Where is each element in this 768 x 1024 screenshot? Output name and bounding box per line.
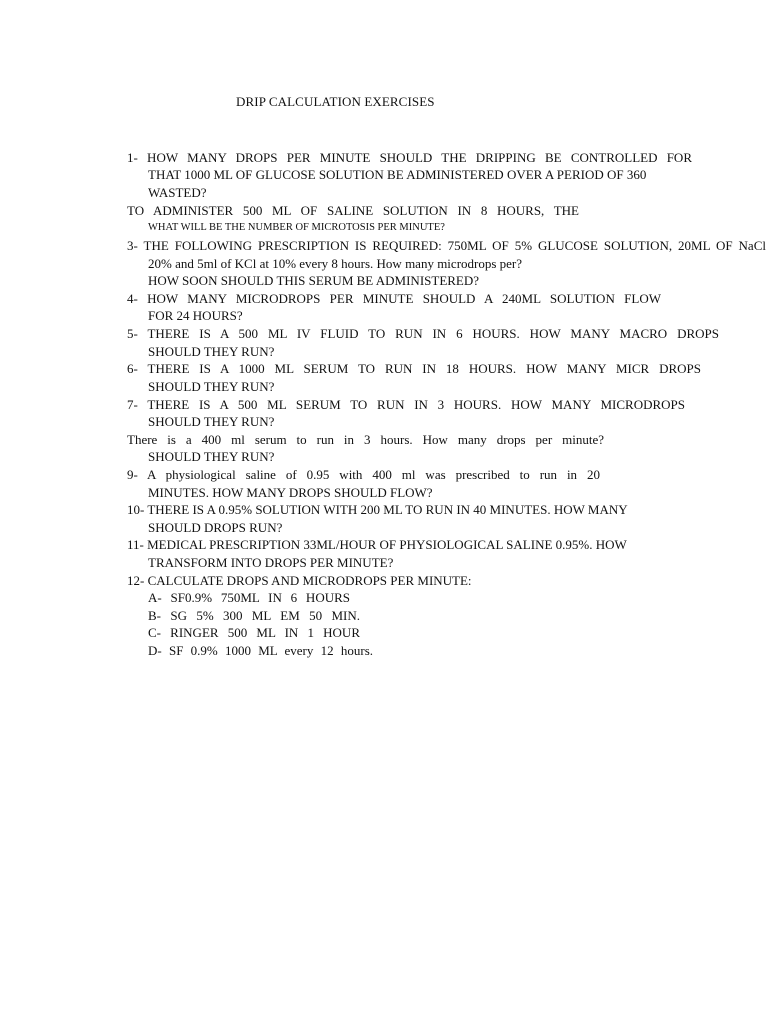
exercise-10-line-1: 10- THERE IS A 0.95% SOLUTION WITH 200 ML TO RUN IN 40 MINUTES. HOW MANY [127, 502, 628, 517]
exercise-2-line-1: TO ADMINISTER 500 ML OF SALINE SOLUTION IN 8 HOURS, THE [127, 203, 579, 218]
exercise-4-line-1: 4- HOW MANY MICRODROPS PER MINUTE SHOULD A 240ML SOLUTION FLOW [127, 291, 661, 306]
exercise-1-line-3: WASTED? [148, 185, 207, 200]
exercise-3-line-1: 3- THE FOLLOWING PRESCRIPTION IS REQUIRED: 750ML OF 5% GLUCOSE SOLUTION, 20ML OF NaCl [127, 238, 766, 253]
exercise-1-line-1: 1- HOW MANY DROPS PER MINUTE SHOULD THE DRIPPING BE CONTROLLED FOR [127, 150, 692, 165]
exercise-6-line-1: 6- THERE IS A 1000 ML SERUM TO RUN IN 18 HOURS. HOW MANY MICR DROPS [127, 361, 701, 376]
exercise-12-item-b: B- SG 5% 300 ML EM 50 MIN. [148, 608, 360, 623]
exercise-10-line-2: SHOULD DROPS RUN? [148, 520, 283, 535]
exercise-9-line-1: 9- A physiological saline of 0.95 with 400 ml was prescribed to run in 20 [127, 467, 600, 482]
exercise-5-line-1: 5- THERE IS A 500 ML IV FLUID TO RUN IN 6 HOURS. HOW MANY MACRO DROPS [127, 326, 719, 341]
exercise-3-line-2: 20% and 5ml of KCl at 10% every 8 hours. How many microdrops per? [148, 256, 523, 271]
exercise-12-heading: 12- CALCULATE DROPS AND MICRODROPS PER MINUTE: [127, 573, 472, 588]
exercise-11-line-1: 11- MEDICAL PRESCRIPTION 33ML/HOUR OF PHYSIOLOGICAL SALINE 0.95%. HOW [127, 537, 627, 552]
exercise-4-line-2: FOR 24 HOURS? [148, 308, 243, 323]
exercise-5-line-2: SHOULD THEY RUN? [148, 344, 275, 359]
exercise-3-line-3: HOW SOON SHOULD THIS SERUM BE ADMINISTERED? [148, 273, 480, 288]
exercise-8-line-1: There is a 400 ml serum to run in 3 hours. How many drops per minute? [127, 432, 604, 447]
exercise-11-line-2: TRANSFORM INTO DROPS PER MINUTE? [148, 555, 394, 570]
document-title: DRIP CALCULATION EXERCISES [236, 94, 435, 109]
exercise-12-item-d: D- SF 0.9% 1000 ML every 12 hours. [148, 643, 373, 658]
exercise-7-line-1: 7- THERE IS A 500 ML SERUM TO RUN IN 3 HOURS. HOW MANY MICRODROPS [127, 397, 685, 412]
exercise-7-line-2: SHOULD THEY RUN? [148, 414, 275, 429]
exercise-2-line-2: WHAT WILL BE THE NUMBER OF MICROTOSIS PER MINUTE? [148, 222, 445, 233]
exercise-8-line-2: SHOULD THEY RUN? [148, 449, 275, 464]
exercise-9-line-2: MINUTES. HOW MANY DROPS SHOULD FLOW? [148, 485, 433, 500]
exercise-6-line-2: SHOULD THEY RUN? [148, 379, 275, 394]
exercise-12-item-c: C- RINGER 500 ML IN 1 HOUR [148, 625, 360, 640]
exercise-1-line-2: THAT 1000 ML OF GLUCOSE SOLUTION BE ADMINISTERED OVER A PERIOD OF 360 [148, 167, 647, 182]
exercise-12-item-a: A- SF0.9% 750ML IN 6 HOURS [148, 590, 350, 605]
